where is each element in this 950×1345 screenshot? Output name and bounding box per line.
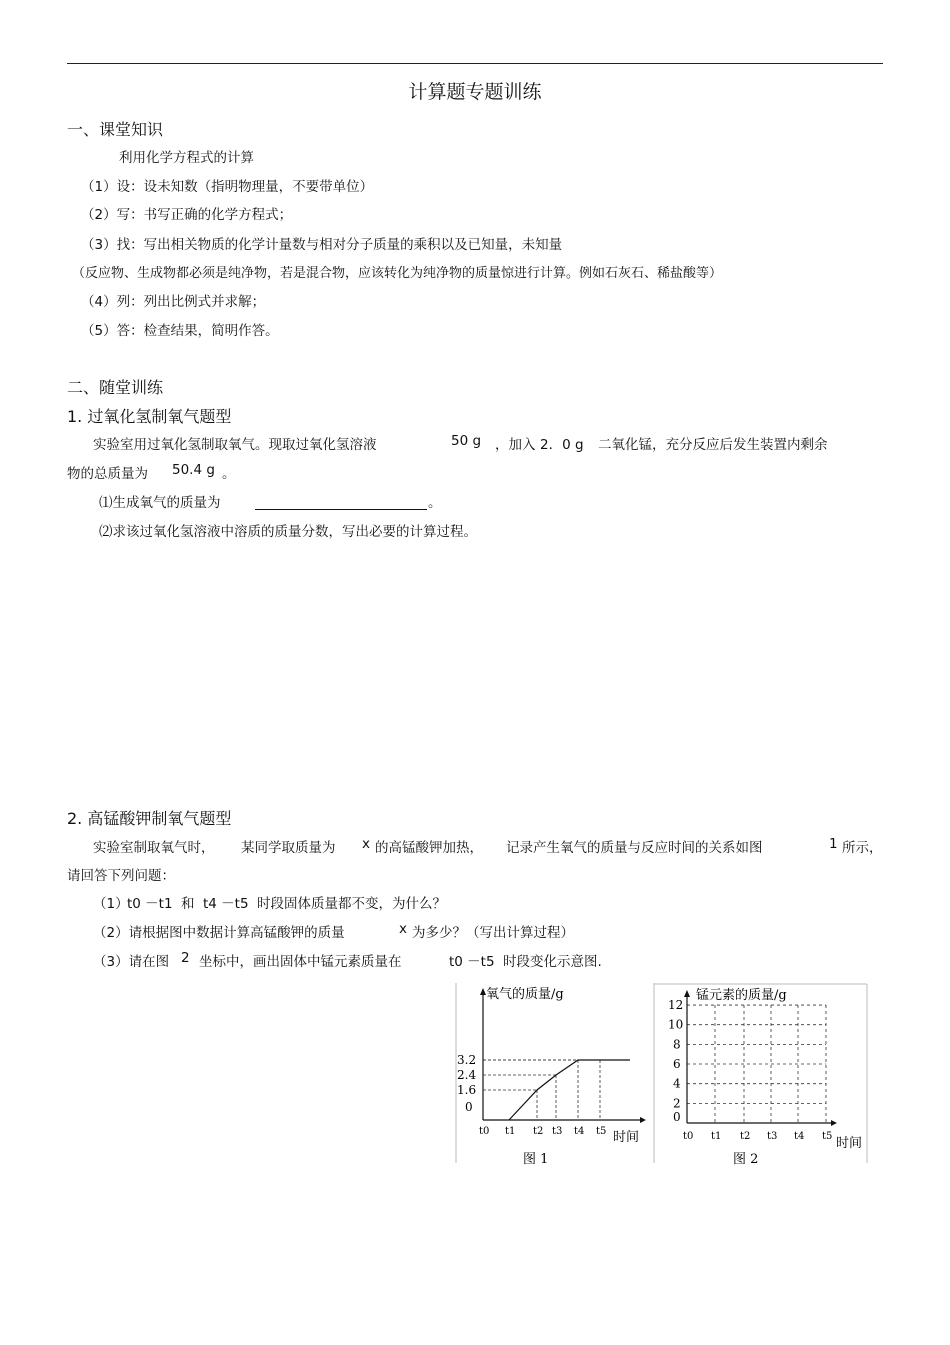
q1-text-a: 实验室用过氧化氢制取氧气。现取过氧化氢溶液 (93, 437, 377, 453)
q2-line1-e: 记录产生氧气的质量与反应时间的关系如图 (506, 840, 763, 856)
figure-2-y-tick-label: 4 (673, 1076, 681, 1091)
figure-1-x-tick-label: t0 (479, 1126, 490, 1137)
q2-line1-g: 所示， (842, 840, 883, 856)
figure-1-y-tick-label: 0 (465, 1100, 473, 1114)
q2-s2-a: （2）请根据图中数据计算高锰酸钾的质量 (93, 925, 345, 941)
q1-sub1-end: 。 (428, 495, 442, 511)
figure-2-y-tick-label: 6 (673, 1057, 681, 1072)
figure-1-caption: 图 1 (523, 1152, 549, 1165)
section2-heading: 二、随堂训练 (67, 378, 164, 397)
figure-1-ylabel: 氧气的质量/g (486, 987, 564, 1002)
step-2: （2）写：书写正确的化学方程式； (81, 207, 293, 223)
q1-value-50g: 50 g (451, 433, 482, 449)
figure-1-x-tick-label: t5 (596, 1126, 607, 1137)
q2-s3-c: 坐标中，画出固体中锰元素质量在 (199, 954, 402, 970)
q2-s1-c: 和 (181, 896, 195, 912)
q1-title: 1. 过氧化氢制氧气题型 (67, 407, 232, 426)
q1-line2-b: 。 (222, 466, 236, 482)
step-5: （5）答：检查结果，简明作答。 (81, 323, 279, 339)
q2-line1-d: 的高锰酸钾加热， (375, 840, 483, 856)
page-title: 计算题专题训练 (408, 81, 542, 103)
figure-2-y-tick-label: 2 (673, 1096, 681, 1111)
figure-1-x-tick-label: t1 (505, 1126, 516, 1137)
q2-s3-d: t0 －t5 (449, 954, 495, 970)
figure-1-y-tick-label: 1.6 (457, 1083, 477, 1097)
figure-2-xlabel: 时间 (836, 1136, 863, 1151)
figure-1-oxygen-mass-chart (455, 983, 650, 1165)
figure-1-x-tick-label: t2 (533, 1126, 544, 1137)
figure-2-x-tick-label: t4 (794, 1131, 805, 1142)
figure-2-x-tick-label: t1 (711, 1131, 722, 1142)
figure-2-x-tick-label: t2 (740, 1131, 751, 1142)
q2-title: 2. 高锰酸钾制氧气题型 (67, 809, 232, 828)
figure-2-x-arrow (831, 1120, 837, 1126)
step-note: （反应物、生成物都必须是纯净物，若是混合物，应该转化为纯净物的质量惊进行计算。例如石灰石、稀盐酸等） (72, 266, 723, 281)
q2-line1-a: 实验室制取氧气时， (93, 840, 215, 856)
header-rule (67, 63, 883, 64)
q2-s1-e: 时段固体质量都不变，为什么？ (257, 896, 446, 912)
figure-2-caption: 图 2 (733, 1152, 759, 1165)
step-1: （1）设：设未知数（指明物理量，不要带单位） (81, 179, 374, 195)
figure-2-y-arrow (684, 990, 690, 997)
q2-s3-e: 时段变化示意图. (503, 954, 602, 970)
q2-line2: 请回答下列问题： (67, 868, 175, 884)
q2-line1-f: 1 (829, 836, 838, 852)
figure-1-y-tick-label: 2.4 (457, 1068, 477, 1082)
figure-2-manganese-mass-chart (653, 983, 869, 1165)
figure-1-x-tick-label: t3 (552, 1126, 563, 1137)
q1-value-504g: 50.4 g (172, 462, 215, 478)
figure-2-y-tick-label: 10 (668, 1017, 684, 1032)
q2-line1-b: 某同学取质量为 (241, 840, 336, 856)
figure-1-x-arrow (640, 1117, 646, 1123)
figure-1-series-line (509, 1060, 630, 1120)
figure-2-y-tick-label: 0 (673, 1110, 681, 1124)
figure-2-y-tick-label: 12 (668, 998, 684, 1013)
q2-s3-b: 2 (181, 950, 190, 966)
figure-2-x-tick-label: t5 (822, 1131, 833, 1142)
step-3: （3）找：写出相关物质的化学计量数与相对分子质量的乘积以及已知量，未知量 (81, 237, 563, 253)
q2-s1-d: t4 －t5 (203, 896, 249, 912)
q2-line1-c: x (362, 836, 370, 852)
section1-subtitle: 利用化学方程式的计算 (119, 150, 254, 166)
figure-1-y-tick-label: 3.2 (457, 1053, 477, 1067)
q1-text-c: 二氧化锰，充分反应后发生装置内剩余 (598, 437, 828, 453)
figure-2-x-tick-label: t0 (683, 1131, 694, 1142)
q1-sub2: ⑵求该过氧化氢溶液中溶质的质量分数，写出必要的计算过程。 (99, 524, 477, 540)
q1-line2-a: 物的总质量为 (67, 466, 148, 482)
figure-2-y-tick-label: 8 (673, 1037, 681, 1052)
figure-2-ylabel: 锰元素的质量/g (696, 988, 787, 1003)
figure-1-xlabel: 时间 (613, 1130, 640, 1145)
q1-value-2g: 2．0 g (540, 437, 584, 453)
q2-s2-b: x (399, 921, 407, 937)
section1-heading: 一、课堂知识 (67, 120, 164, 139)
q1-text-b: ，加入 (495, 437, 536, 453)
q1-sub1: ⑴生成氧气的质量为 (99, 495, 221, 511)
figure-1-x-tick-label: t4 (574, 1126, 585, 1137)
step-4: （4）列：列出比例式并求解； (81, 294, 266, 310)
q2-s1-b: t0 －t1 (127, 896, 173, 912)
q2-s2-c: 为多少？（写出计算过程） (412, 925, 574, 941)
q2-s1-a: （1） (93, 896, 129, 912)
figure-2-x-tick-label: t3 (767, 1131, 778, 1142)
answer-blank[interactable] (255, 509, 427, 510)
q2-s3-a: （3）请在图 (93, 954, 170, 970)
